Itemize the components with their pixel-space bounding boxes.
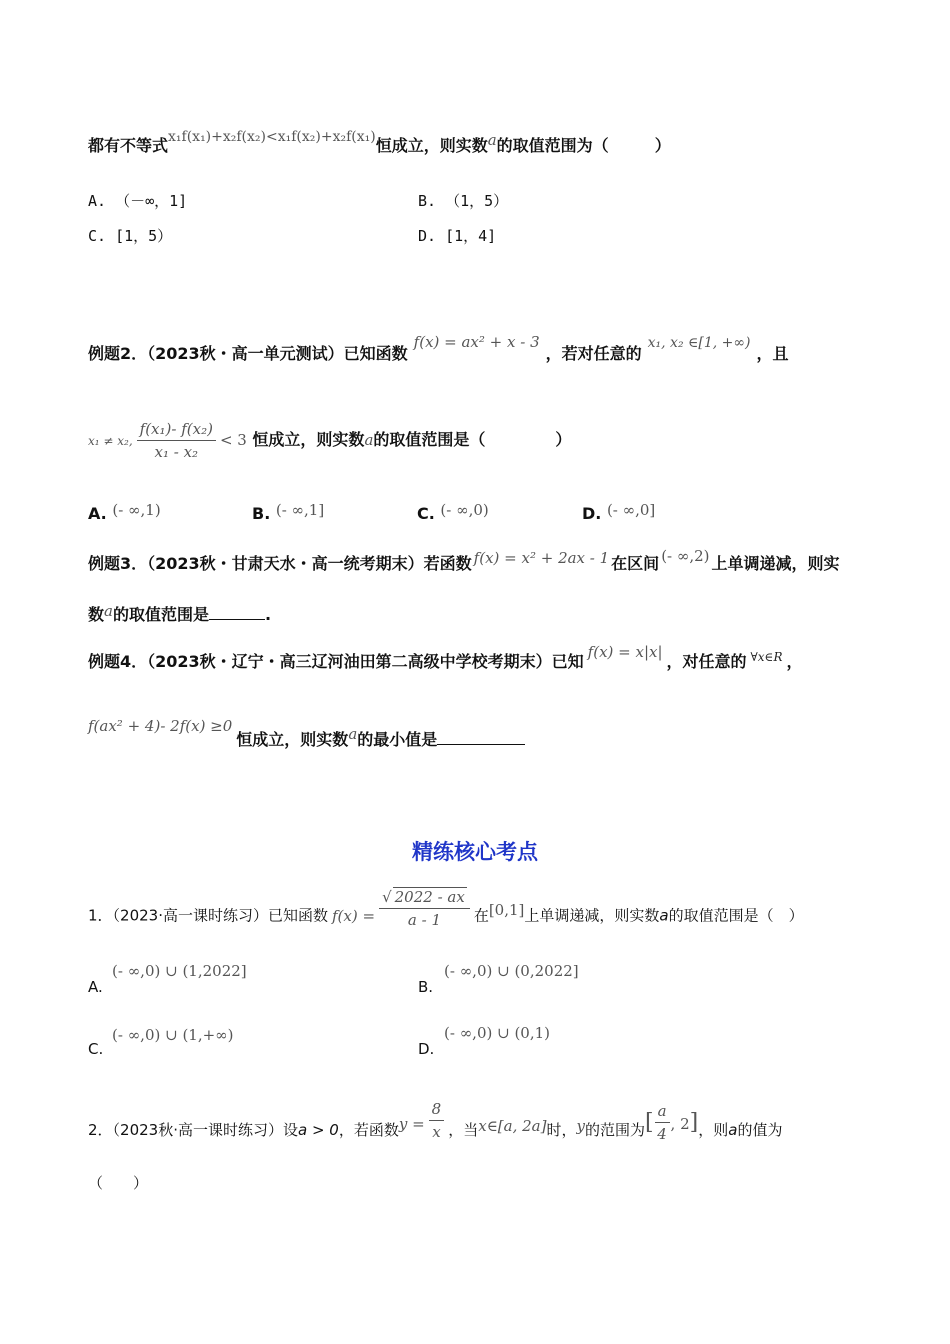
p2-answer-paren: （ ）: [88, 1174, 149, 1192]
p2-text2: ，若函数: [338, 1121, 399, 1139]
p2-text7: 的值为: [737, 1121, 783, 1139]
ex4-inequality: f(ax² + 4)- 2f(x) ≥0: [88, 717, 233, 735]
p1-option-b-letter: B.: [418, 978, 434, 996]
ex4-text3: 的最小值是: [357, 730, 438, 749]
p2-text3: ，当: [448, 1121, 479, 1139]
ex4-end-text: ，: [786, 652, 803, 671]
p2-stem: 2．（2023秋·高一课时练习）设a > 0，若函数y = $\frac{8}{x}$ ，当x∈[a, 2a]时，y的范围为[ $\frac{a}{4}$ , 2]，则a的值为: [88, 1100, 783, 1143]
ex4-stem: [88, 643, 890, 671]
ex3-interval: (- ∞,2): [661, 547, 710, 565]
p1-stem: [88, 888, 890, 937]
q1-option-a: A. （－∞，1]: [88, 192, 188, 210]
p2-x-range: x∈[a, 2a]: [478, 1117, 547, 1135]
ex3-line2-text: 的取值范围是: [112, 605, 209, 624]
q1-prefix: 都有不等式: [88, 136, 169, 155]
ex4-function: f(x) = x|x|: [587, 643, 663, 661]
ex2-option-c: C. (- ∞,0): [417, 501, 489, 523]
p2-y-frac-numerator: a: [655, 1102, 670, 1123]
p1-option-d-value: (- ∞,0) ∪ (0,1): [444, 1024, 551, 1042]
p2-func-fraction: [429, 1100, 445, 1141]
ex4-answer-blank[interactable]: [437, 744, 525, 745]
ex4-mid-text: ，对任意的: [666, 652, 747, 671]
p1-option-b-value: (- ∞,0) ∪ (0,2022]: [444, 962, 579, 980]
ex3-line2-end: .: [264, 605, 272, 624]
ex3-line2-prefix: 数: [88, 605, 105, 624]
ex2-frac-numerator: f(x₁)- f(x₂): [137, 420, 216, 441]
p1-func-fraction: $\frac{√ 2022 - ax}{a - 1}$: [379, 887, 470, 929]
ex4-text2: 恒成立，则实数: [236, 730, 349, 749]
ex3-answer-blank[interactable]: [209, 619, 265, 620]
p2-text5: 的范围为: [584, 1121, 645, 1139]
p2-func-numerator: 8: [429, 1100, 445, 1121]
p1-variable: a: [659, 906, 669, 925]
p2-func-lhs: y =: [398, 1115, 425, 1133]
ex3-line2: [88, 602, 890, 624]
ex2-option-b: B. (- ∞,1]: [252, 501, 325, 523]
ex2-condition-left: x₁ ≠ x₂,: [88, 434, 133, 448]
p2-y-range-tail: , 2: [670, 1115, 690, 1133]
ex2-label: 例题2．（2023秋・高一单元测试）已知函数: [88, 344, 408, 363]
ex4-line2: [88, 717, 890, 749]
ex4-forall: ∀x∈R: [750, 650, 783, 664]
ex2-frac-denominator: x₁ - x₂: [154, 443, 199, 461]
p1-func-numerator: 2022 - ax: [394, 888, 465, 906]
p1-option-c-value: (- ∞,0) ∪ (1,+∞): [112, 1026, 234, 1044]
q1-mid-text: 恒成立，则实数: [375, 136, 488, 155]
p1-option-d-letter: D.: [418, 1040, 435, 1058]
ex2-condition-line: [88, 420, 890, 461]
ex4-label: 例题4．（2023秋・辽宁・高三辽河油田第二高级中学校考期末）已知: [88, 652, 584, 671]
ex2-domain: x₁, x₂ ∈[1, +∞): [647, 335, 751, 351]
q1-suffix: 的取值范围为（: [496, 136, 609, 155]
q1-options-row2: [88, 227, 890, 245]
p2-text4: 时，: [546, 1121, 577, 1139]
p1-label: 1．（2023·高一课时练习）已知函数: [88, 906, 328, 925]
p1-options-row2: [88, 1024, 890, 1064]
q1-close-paren: ）: [654, 136, 671, 155]
ex2-end-text: ，且: [756, 344, 789, 363]
ex2-close-paren: ）: [555, 430, 572, 449]
p2-condition: a > 0: [298, 1121, 339, 1139]
p1-text2: 上单调递减，则实数: [524, 906, 660, 925]
ex2-option-d: D. (- ∞,0]: [582, 501, 656, 523]
ex2-option-a: A. (- ∞,1): [88, 501, 161, 523]
p2-paren-line: [88, 1174, 890, 1192]
ex2-difference-quotient: [137, 420, 216, 461]
p1-func-denominator: a - 1: [407, 911, 441, 929]
ex2-mid-text: ，若对任意的: [545, 344, 642, 363]
p1-options-row1: [88, 962, 890, 1002]
p2-func-denominator: x: [432, 1123, 441, 1141]
p1-text-in: 在: [473, 906, 489, 925]
q1-option-c: C. [1，5）: [88, 227, 173, 245]
ex3-end-text: 上单调递减，则实: [711, 554, 840, 573]
ex2-text3: 的取值范围是（: [373, 430, 486, 449]
ex3-stem: [88, 547, 890, 573]
ex2-condition-right: < 3: [219, 431, 247, 449]
ex2-text2: 恒成立，则实数: [252, 430, 365, 449]
p2-label: 2．（2023秋·高一课时练习）设: [88, 1121, 298, 1139]
p2-text6: ，则: [698, 1121, 729, 1139]
ex3-function: f(x) = x² + 2ax - 1: [473, 549, 610, 567]
p1-func-lhs: f(x) =: [332, 906, 376, 925]
ex2-function: f(x) = ax² + x - 3: [413, 333, 540, 351]
p1-text3: 的取值范围是（ ）: [668, 906, 804, 925]
ex3-variable: a: [104, 602, 113, 620]
p1-interval: [0,1]: [488, 900, 525, 919]
p2-variable: a: [728, 1121, 738, 1139]
p1-option-c-letter: C.: [88, 1040, 104, 1058]
p2-y-variable: y: [576, 1117, 585, 1135]
q1-stem: [88, 129, 890, 156]
p2-y-frac-denominator: 4: [657, 1125, 667, 1143]
ex2-stem: [88, 333, 890, 364]
q1-option-b: B. （1，5）: [418, 192, 509, 210]
q1-variable: a: [487, 131, 497, 149]
ex3-label: 例题3．（2023秋・甘肃天水・高一统考期末）若函数: [88, 554, 472, 573]
p2-y-range-fraction: [655, 1102, 670, 1143]
ex3-mid-text: 在区间: [611, 554, 660, 573]
q1-inequality: x₁f(x₁)+x₂f(x₂)<x₁f(x₂)+x₂f(x₁): [168, 129, 376, 145]
q1-option-d: D. [1，4]: [418, 227, 497, 245]
p1-option-a-letter: A.: [88, 978, 103, 996]
ex4-variable: a: [348, 725, 358, 743]
ex2-variable: a: [364, 431, 374, 449]
q1-options-row1: [88, 192, 890, 210]
section-title: 精练核心考点: [412, 840, 538, 864]
p1-option-a-value: (- ∞,0) ∪ (1,2022]: [112, 962, 247, 980]
